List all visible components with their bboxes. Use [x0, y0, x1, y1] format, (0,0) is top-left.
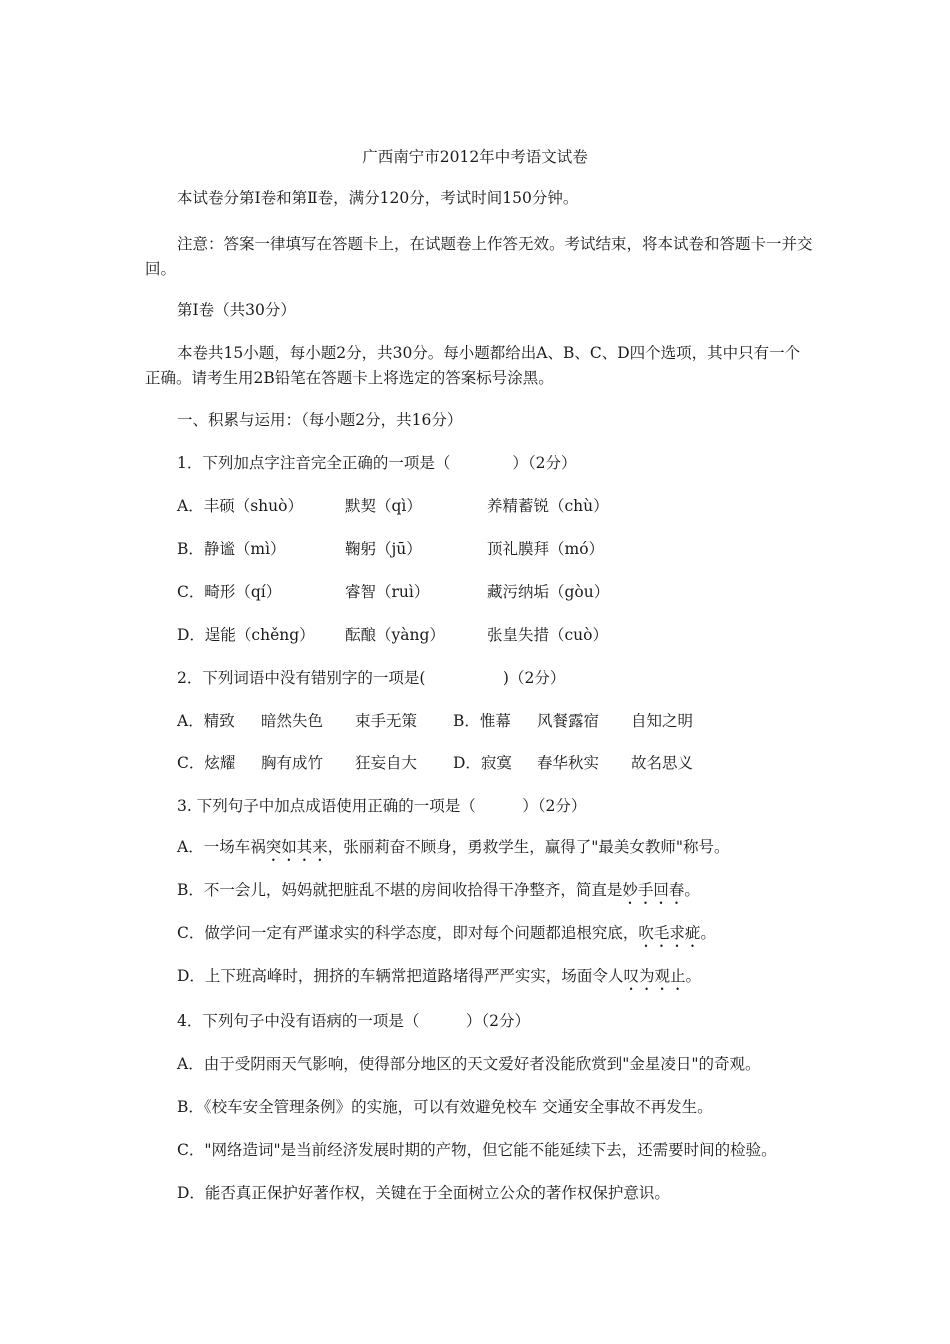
q3-c-pre: C．做学问一定有严谨求实的科学态度，即对每个问题都追根究底，: [177, 924, 639, 942]
q1-d-item1: D．逞能（chěng）: [177, 626, 315, 644]
notice-text: 注意：答案一律填写在答题卡上，在试题卷上作答无效。考试结束，将本试卷和答题卡一并交回。: [145, 235, 813, 278]
q2-stem: 2．下列词语中没有错别字的一项是( )（2分）: [177, 669, 566, 687]
page-title: 广西南宁市2012年中考语文试卷: [362, 148, 588, 166]
q4-a-text: A．由于受阴雨天气影响，使得部分地区的天文爱好者没能欣赏到"金星凌日"的奇观。: [177, 1055, 761, 1073]
q1-a-item3: 养精蓄锐（chù）: [487, 497, 609, 515]
q3-d-pre: D．上下班高峰时，拥挤的车辆常把道路堵得严严实实，场面令人: [177, 967, 624, 985]
q3-a-idiom: 突如其来: [265, 838, 328, 856]
q2-a-word2: 暗然失色: [261, 712, 324, 730]
q3-d-idiom: 叹为观止: [623, 967, 686, 985]
q4-stem: 4．下列句子中没有语病的一项是（ ）（2分）: [177, 1012, 530, 1030]
q1-c-item3: 藏污纳垢（gòu）: [487, 583, 610, 601]
q4-d-text: D．能否真正保护好著作权，关键在于全面树立公众的著作权保护意识。: [177, 1184, 670, 1202]
q1-b-item3: 顶礼膜拜（mó）: [487, 540, 605, 558]
q1-c-item2: 睿智（ruì）: [345, 583, 430, 601]
q3-c-post: 。: [700, 924, 716, 942]
q2-a-word1: A．精致: [177, 712, 235, 730]
q3-c-idiom: 吹毛求疵: [638, 924, 701, 942]
q2-b-word2: 风餐露宿: [537, 712, 600, 730]
q4-c-text: C．"网络造词"是当前经济发展时期的产物，但它能不能延续下去，还需要时间的检验。: [177, 1141, 777, 1159]
q3-b-idiom: 妙手回春: [622, 881, 685, 899]
q2-c-word1: C．炫耀: [177, 754, 236, 772]
q1-a-item1: A．丰硕（shuò）: [177, 497, 303, 515]
q3-a-pre: A．一场车祸: [177, 838, 266, 856]
q4-b-text: B．《校车安全管理条例》的实施，可以有效避免校车 交通安全事故不再发生。: [177, 1098, 713, 1116]
q1-c-item1: C．畸形（qí）: [177, 583, 282, 601]
q1-d-item2: 酝酿（yàng）: [345, 626, 445, 644]
q2-c-word3: 狂妄自大: [355, 754, 418, 772]
q3-d-post: 。: [685, 967, 701, 985]
q1-b-item2: 鞠躬（jū）: [345, 540, 422, 558]
section1-title: 第Ⅰ卷（共30分）: [177, 301, 296, 319]
q2-a-word3: 束手无策: [355, 712, 418, 730]
section1-desc: 本卷共15小题，每小题2分，共30分。每小题都给出A、B、C、D四个选项，其中只有一个正确。请考生用2B铅笔在答题卡上将选定的答案标号涂黑。: [145, 344, 801, 387]
q3-b-pre: B．不一会儿，妈妈就把脏乱不堪的房间收拾得干净整齐，简直是: [177, 881, 623, 899]
q2-d-word1: D．寂寞: [453, 754, 512, 772]
q2-c-word2: 胸有成竹: [261, 754, 324, 772]
q2-b-word3: 自知之明: [631, 712, 694, 730]
q1-d-item3: 张皇失措（cuò）: [487, 626, 608, 644]
q1-b-item1: B．静谧（mì）: [177, 540, 286, 558]
part1-title: 一、积累与运用：（每小题2分，共16分）: [177, 411, 463, 429]
q2-d-word2: 春华秋实: [537, 754, 600, 772]
q2-d-word3: 故名思义: [631, 754, 694, 772]
q1-a-item2: 默契（qì）: [345, 497, 422, 515]
q2-b-word1: B．惟幕: [453, 712, 511, 730]
q3-stem: 3. 下列句子中加点成语使用正确的一项是（ ）（2分）: [177, 797, 587, 815]
intro-text: 本试卷分第Ⅰ卷和第Ⅱ卷，满分120分，考试时间150分钟。: [177, 189, 579, 207]
q1-stem: 1．下列加点字注音完全正确的一项是（ ）（2分）: [177, 454, 577, 472]
q3-b-post: 。: [684, 881, 700, 899]
q3-a-post: ，张丽莉奋不顾身，勇救学生，赢得了"最美女教师"称号。: [327, 838, 730, 856]
